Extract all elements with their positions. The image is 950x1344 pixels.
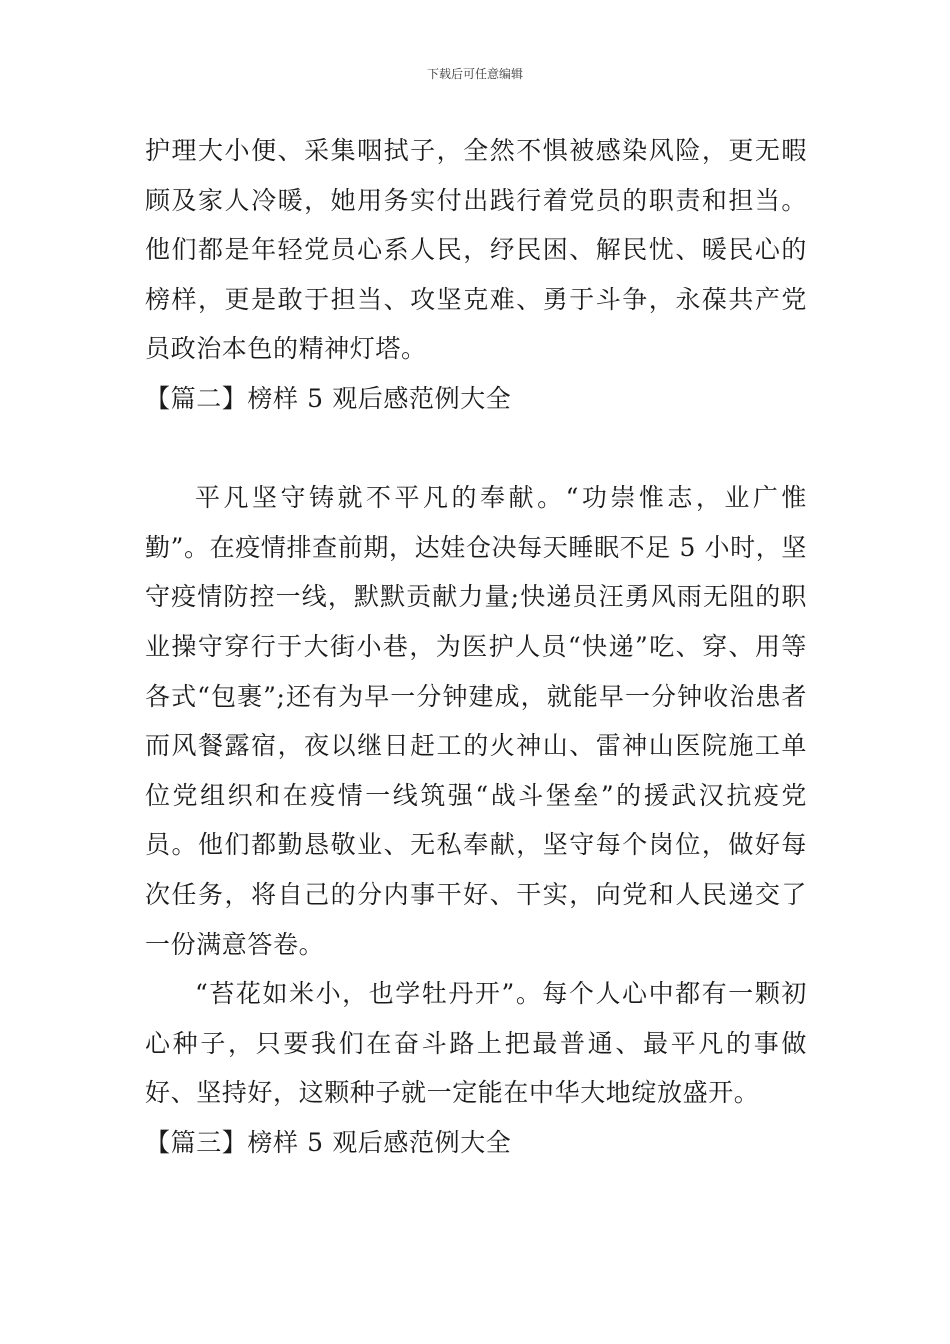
section-heading-part-two: 【篇二】榜样 5 观后感范例大全 bbox=[145, 383, 512, 413]
document-body bbox=[145, 126, 807, 1167]
page-header: 下载后可任意编辑 bbox=[426, 67, 523, 81]
blank-line bbox=[145, 424, 807, 474]
paragraph-continued: 护理大小便、采集咽拭子，全然不惧被感染风险，更无暇顾及家人冷暖，她用务实付出践行着党员的职责和担当。他们都是年轻党员心系人民，纾民困、解民忧、暖民心的榜样，更是敢于担当、攻坚克难、勇于斗争，永葆共产党员政治本色的精神灯塔。 bbox=[145, 136, 807, 364]
section-heading-part-three: 【篇三】榜样 5 观后感范例大全 bbox=[145, 1127, 512, 1157]
paragraph-moss-flower: “苔花如米小，也学牡丹开”。每个人心中都有一颗初心种子，只要我们在奋斗路上把最普通、最平凡的事做好、坚持好，这颗种子就一定能在中华大地绽放盛开。 bbox=[145, 979, 807, 1108]
paragraph-ordinary-dedication: 平凡坚守铸就不平凡的奉献。“功崇惟志，业广惟勤”。在疫情排查前期，达娃仓决每天睡眠不足 5 小时，坚守疫情防控一线，默默贡献力量;快递员汪勇风雨无阻的职业操守穿行于大街小巷，为医护人员“快递”吃、穿、用等各式“包裹”;还有为早一分钟建成，就能早一分钟收治患者而风餐露宿，夜以继日赶工的火神山、雷神山医院施工单位党组织和在疫情一线筑强“战斗堡垒”的援武汉抗疫党员。他们都勤恳敬业、无私奉献，坚守每个岗位，做好每次任务，将自己的分内事干好、干实，向党和人民递交了一份满意答卷。 bbox=[145, 483, 807, 959]
